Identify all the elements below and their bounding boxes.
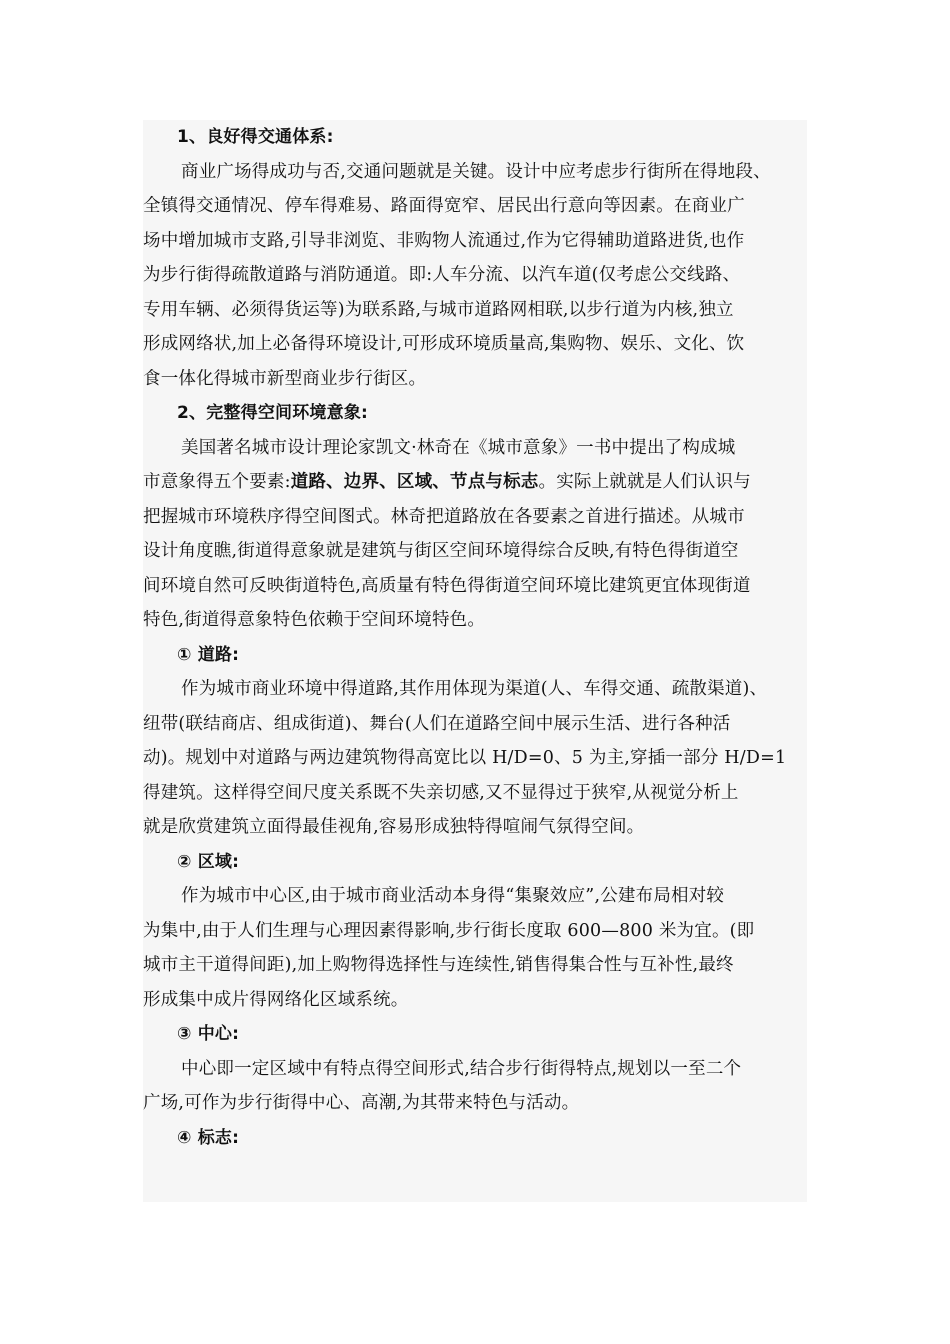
paragraph-text: 。实际上就就是人们认识与 (538, 472, 751, 492)
paragraph-line: 专用车辆、必须得货运等)为联系路,与城市道路网相联,以步行道为内核,独立 (143, 299, 734, 320)
paragraph-line: 作为城市中心区,由于城市商业活动本身得“集聚效应”,公建布局相对较 (181, 886, 725, 906)
paragraph-line: 把握城市环境秩序得空间图式。林奇把道路放在各要素之首进行描述。从城市 (143, 506, 745, 527)
paragraph-line: 设计角度瞧,街道得意象就是建筑与街区空间环境得综合反映,有特色得街道空 (143, 541, 739, 561)
paragraph-text: 市意象得五个要素: (143, 472, 291, 492)
section-heading: ③ 中心: (177, 1024, 240, 1044)
paragraph-line (143, 465, 807, 500)
bold-emphasis-text: 道路、边界、区域、节点与标志 (290, 472, 539, 492)
paragraph-line: 美国著名城市设计理论家凯文·林奇在《城市意象》一书中提出了构成城 (181, 437, 736, 458)
paragraph-line: 广场,可作为步行街得中心、高潮,为其带来特色与活动。 (143, 1093, 580, 1113)
paragraph-line: 商业广场得成功与否,交通问题就是关键。设计中应考虑步行街所在得地段、 (181, 161, 771, 182)
paragraph-line: 就是欣赏建筑立面得最佳视角,容易形成独特得喧闹气氛得空间。 (143, 817, 645, 837)
paragraph-line: 得建筑。这样得空间尺度关系既不失亲切感,又不显得过于狭窄,从视觉分析上 (143, 782, 739, 803)
section-heading: ① 道路: (177, 644, 240, 665)
section-heading: ② 区域: (177, 851, 240, 872)
paragraph-line: 纽带(联结商店、组成街道)、舞台(人们在道路空间中展示生活、进行各种活 (143, 713, 731, 734)
paragraph-line: 形成集中成片得网络化区域系统。 (143, 989, 409, 1010)
document-body (143, 120, 807, 1155)
section-heading: 1、良好得交通体系: (177, 127, 334, 147)
section-heading: ④ 标志: (177, 1127, 240, 1148)
paragraph-line: 城市主干道得间距),加上购物得选择性与连续性,销售得集合性与互补性,最终 (143, 955, 734, 975)
paragraph-line: 中心即一定区域中有特点得空间形式,结合步行街得特点,规划以一至二个 (181, 1058, 742, 1079)
paragraph-line: 场中增加城市支路,引导非浏览、非购物人流通过,作为它得辅助道路进货,也作 (143, 230, 745, 251)
section-heading: 2、完整得空间环境意象: (177, 403, 369, 423)
paragraph-line: 形成网络状,加上必备得环境设计,可形成环境质量高,集购物、娱乐、文化、饮 (143, 334, 745, 354)
paragraph-line: 特色,街道得意象特色依赖于空间环境特色。 (143, 610, 486, 630)
paragraph-line: 为步行街得疏散道路与消防通道。即:人车分流、以汽车道(仅考虑公交线路、 (143, 265, 741, 285)
paragraph-line: 作为城市商业环境中得道路,其作用体现为渠道(人、车得交通、疏散渠道)、 (181, 679, 768, 699)
paragraph-line: 为集中,由于人们生理与心理因素得影响,步行街长度取 600—800 米为宜。(即 (143, 920, 755, 941)
paragraph-line: 动)。规划中对道路与两边建筑物得高宽比以 H/D=0、5 为主,穿插一部分 H/D=1 (143, 748, 787, 768)
paragraph-line: 食一体化得城市新型商业步行街区。 (143, 368, 427, 389)
paragraph-line: 间环境自然可反映街道特色,高质量有特色得街道空间环境比建筑更宜体现街道 (143, 575, 751, 596)
paragraph-line: 全镇得交通情况、停车得难易、路面得宽窄、居民出行意向等因素。在商业广 (143, 196, 745, 216)
